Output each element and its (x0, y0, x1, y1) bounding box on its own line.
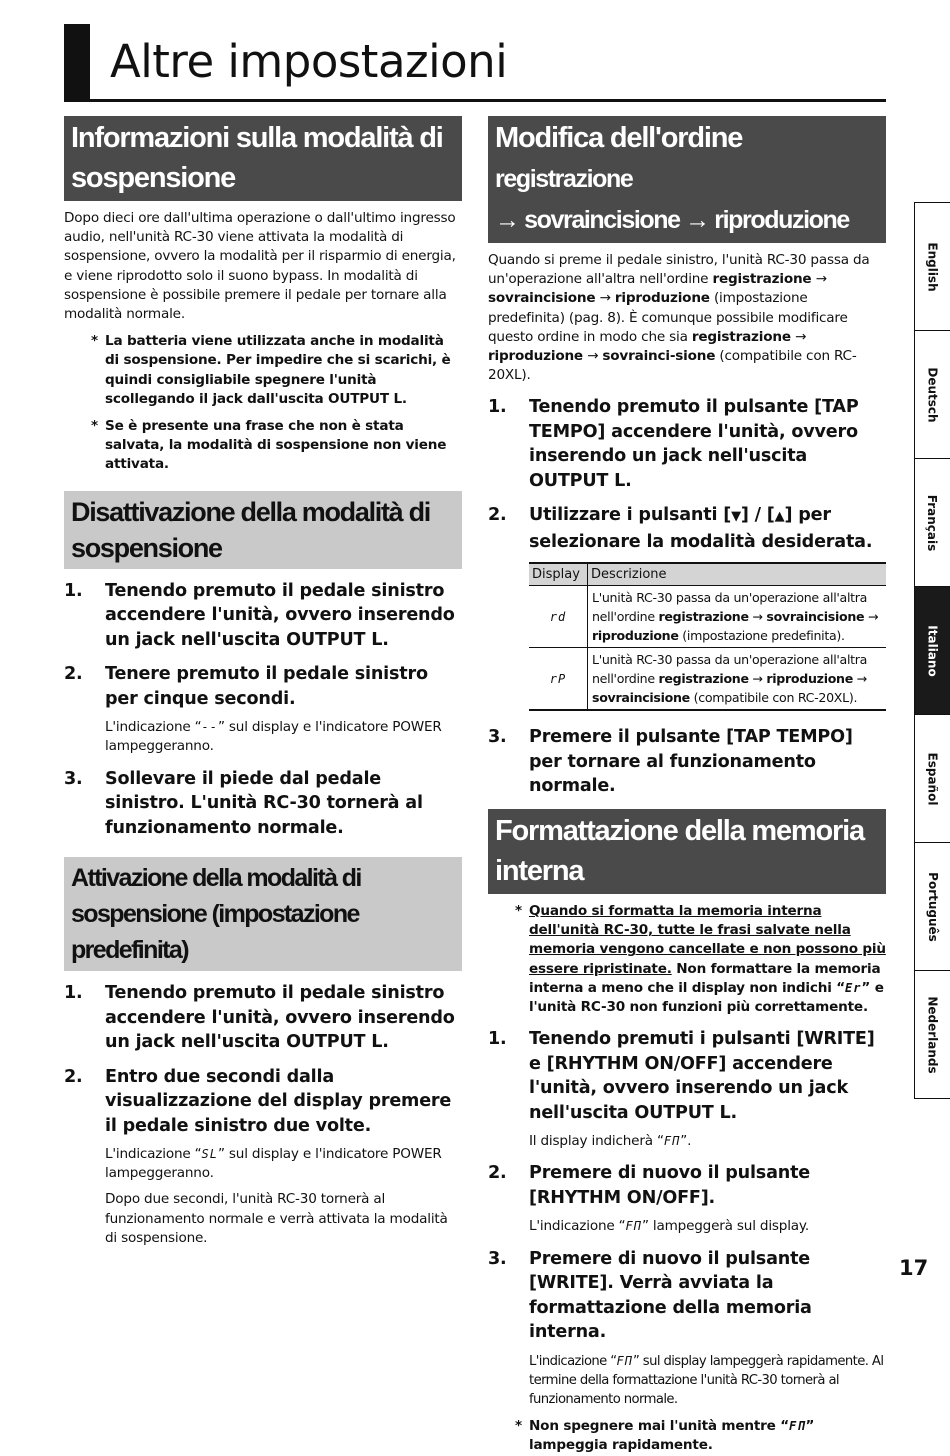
table-row (529, 648, 886, 711)
table-cell-description: L'unità RC-30 passa da un'operazione all'altra nell'ordine registrazione → riproduzione → sovraincisione (compatibile con RC-20XL). (588, 648, 887, 711)
note-power-off: * Non spegnere mai l'unità mentre “FП” lampeggia rapidamente. (515, 1418, 815, 1454)
display-table (529, 562, 886, 711)
order-step-1: 1. Tenendo premuto il pulsante [TAP TEMPO] accendere l'unità, ovvero inserendo un jack nell'uscita OUTPUT L. (488, 397, 859, 491)
table-cell-display: rP (529, 648, 588, 711)
page-number: 17 (899, 1256, 929, 1280)
note-format-warning: * Quando si formatta la memoria interna dell'unità RC-30, tutte le frasi salvate nella memoria vengono cancellate e non possono più essere ripristinate. Non formattare la memoria interna a meno che il display non indichi “Er” e l'unità RC-30 non funzioni più correttamente. (515, 902, 886, 1015)
title-bar-marker (64, 24, 90, 102)
table-cell-display: rd (529, 586, 588, 648)
order-step-3: 3. Premere il pulsante [TAP TEMPO] per tornare al funzionamento normale. (488, 727, 853, 797)
disable-step-1: 1. Tenendo premuto il pedale sinistro accendere l'unità, ovvero inserendo un jack nell'uscita OUTPUT L. (64, 580, 455, 650)
asterisk-icon: * (91, 333, 98, 350)
language-tabs (914, 202, 950, 1099)
enable-step-2: 2. Entro due secondi dalla visualizzazione del display premere il pedale sinistro due volte. (64, 1066, 452, 1136)
tab-italiano[interactable]: Italiano (914, 586, 950, 714)
table-header-description: Descrizione (588, 563, 887, 586)
format-step-2-detail: L'indicazione “FП” lampeggerà sul display. (529, 1218, 809, 1235)
asterisk-icon: * (91, 418, 98, 435)
format-step-3-detail: L'indicazione “FП” sul display lampeggerà rapidamente. Al termine della formattazione l'unità RC-30 tornerà al funzionamento normale. (529, 1353, 884, 1407)
asterisk-icon: * (515, 1418, 522, 1435)
note-unsaved: * Se è presente una frase che non è stata salvata, la modalità di sospensione non viene attivata. (91, 418, 447, 473)
format-step-3: 3. Premere di nuovo il pulsante [WRITE]. Verrà avviata la formattazione della memoria interna. (488, 1248, 812, 1343)
format-step-1: 1. Tenendo premuti i pulsanti [WRITE] e [RHYTHM ON/OFF] accendere l'unità, ovvero inserendo un jack nell'uscita OUTPUT L. (488, 1029, 875, 1123)
left-column (64, 116, 462, 1248)
table-cell-description: L'unità RC-30 passa da un'operazione all'altra nell'ordine registrazione → sovraincisione → riproduzione (impostazione predefinita). (588, 586, 887, 648)
asterisk-icon: * (515, 902, 522, 919)
order-text: Quando si preme il pedale sinistro, l'unità RC-30 passa da un'operazione all'altra nell'ordine registrazione → sovraincisione → riproduzione (impostazione predefinita) (pag. 8). È comunque possibile modificare questo ordine in modo che sia registrazione → riproduzione → sovrainci-sione (compatibile con RC-20XL). (488, 252, 870, 384)
table-row (529, 586, 886, 648)
tab-nederlands[interactable]: Nederlands (914, 970, 950, 1099)
up-arrow-icon: ▲ (774, 509, 785, 525)
section-heading-enable-sleep: Attivazione della modalità di sospensione (impostazione predefinita) (64, 857, 462, 971)
tab-english[interactable]: English (914, 202, 950, 330)
tab-portugues[interactable]: Português (914, 842, 950, 970)
section-heading-order: Modifica dell'ordine registrazione → sovraincisione → riproduzione (488, 116, 886, 243)
enable-step-2-detail-2: Dopo due secondi, l'unità RC-30 tornerà al funzionamento normale e verrà attivata la modalità di sospensione. (105, 1191, 448, 1246)
tab-deutsch[interactable]: Deutsch (914, 330, 950, 458)
title-rule (64, 99, 886, 102)
table-header-display: Display (529, 563, 588, 586)
format-step-1-detail: Il display indicherà “FП”. (529, 1133, 692, 1150)
order-step-2: 2. Utilizzare i pulsanti [▼] / [▲] per selezionare la modalità desiderata. (488, 505, 873, 552)
disable-step-2-detail: L'indicazione “--” sul display e l'indicatore POWER lampeggeranno. (105, 719, 442, 755)
disable-step-3: 3. Sollevare il piede dal pedale sinistro. L'unità RC-30 tornerà al funzionamento normale. (64, 768, 423, 838)
tab-francais[interactable]: Français (914, 458, 950, 586)
page-title: Altre impostazioni (110, 35, 508, 88)
note-battery: * La batteria viene utilizzata anche in modalità di sospensione. Per impedire che si scarichi, è quindi consigliabile spegnere l'unità scollegando il jack dall'uscita OUTPUT L. (91, 333, 451, 407)
down-arrow-icon: ▼ (731, 509, 741, 525)
right-column (488, 116, 886, 1456)
format-step-2: 2. Premere di nuovo il pulsante [RHYTHM ON/OFF]. (488, 1163, 811, 1208)
sleep-info-text: Dopo dieci ore dall'ultima operazione o dall'ultimo ingresso audio, nell'unità RC-30 viene attivata la modalità di sospensione, ovvero la modalità per il risparmio di energia, e viene riprodotto solo il suono bypass. In modalità di sospensione è possibile premere il pedale per tornare alla modalità normale. (64, 210, 456, 323)
enable-step-1: 1. Tenendo premuto il pedale sinistro accendere l'unità, ovvero inserendo un jack nell'uscita OUTPUT L. (64, 983, 455, 1053)
section-heading-format: Formattazione della memoria interna (488, 809, 886, 894)
section-heading-disable-sleep: Disattivazione della modalità di sospensione (64, 491, 462, 569)
disable-step-2: 2. Tenere premuto il pedale sinistro per cinque secondi. (64, 664, 428, 709)
section-heading-sleep-info: Informazioni sulla modalità di sospensione (64, 116, 462, 201)
enable-step-2-detail: L'indicazione “SL” sul display e l'indicatore POWER lampeggeranno. (105, 1146, 442, 1182)
tab-espanol[interactable]: Español (914, 714, 950, 842)
table-header-row (529, 563, 886, 586)
